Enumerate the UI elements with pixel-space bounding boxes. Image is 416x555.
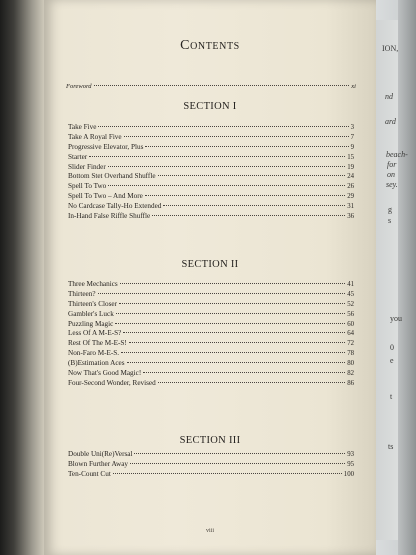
- back-page-fragment: e: [390, 356, 394, 365]
- toc-entry: [68, 320, 354, 330]
- dot-leader: [89, 156, 345, 157]
- toc-entry-title: Rest Of The M-E-S!: [68, 339, 127, 348]
- toc-entry-title: Blown Further Away: [68, 459, 129, 468]
- toc-entry-title: Thirteen?: [68, 289, 96, 298]
- toc-entry-title: Non-Faro M-E-S.: [68, 349, 120, 358]
- dot-leader: [163, 205, 345, 206]
- dot-leader: [108, 166, 345, 167]
- toc-entry-page: 26: [347, 183, 354, 191]
- dot-leader: [123, 332, 345, 333]
- toc-entry: [68, 369, 354, 379]
- back-page-fragment: nd: [385, 92, 393, 101]
- toc-entry-page: 15: [347, 153, 354, 161]
- toc-entry-title: Puzzling Magic: [68, 319, 114, 328]
- section-heading: SECTION I: [183, 101, 237, 112]
- toc-entry-title: Four-Second Wonder, Revised: [68, 378, 156, 387]
- back-page-fragment: ION,: [382, 44, 399, 53]
- toc-entry-title: (B)Estimation Aces: [68, 359, 125, 368]
- toc-entry: [68, 163, 354, 173]
- toc-entry-title: Take A Royal Five: [68, 132, 122, 141]
- toc-entry-title: Thirteen's Closer: [68, 299, 117, 308]
- back-page-fragment: you: [390, 314, 402, 323]
- dot-leader: [134, 453, 345, 454]
- toc-entry: [68, 379, 354, 389]
- dot-leader: [143, 372, 345, 373]
- toc-entry-page: 93: [347, 451, 354, 458]
- toc-entry-page: 78: [347, 350, 354, 358]
- back-page-fragment: t: [390, 392, 393, 401]
- toc-entry-page: 9: [350, 143, 354, 151]
- dot-leader: [129, 342, 345, 343]
- toc-entry: [68, 300, 354, 310]
- toc-entry-title: Ten-Count Cut: [68, 469, 111, 478]
- back-page-fragment: for: [387, 160, 397, 169]
- dot-leader: [130, 463, 345, 464]
- toc-entry-page: 56: [347, 310, 354, 318]
- toc-entry-page: 36: [347, 213, 354, 221]
- toc-entry-title: Spell To Two: [68, 182, 107, 191]
- toc-entry-page: 80: [347, 360, 354, 368]
- toc-list-section-2: [68, 280, 354, 389]
- toc-entry: [68, 123, 354, 133]
- dot-leader: [121, 352, 345, 353]
- book-right-edge: [398, 0, 416, 555]
- toc-entry: [68, 133, 354, 143]
- page-number: viii: [205, 528, 214, 534]
- section-heading: SECTION II: [181, 259, 239, 270]
- dot-leader: [115, 323, 345, 324]
- toc-entry-title: Three Mechanics: [68, 280, 118, 288]
- toc-entry-page: 60: [347, 320, 354, 328]
- dot-leader: [158, 382, 346, 383]
- toc-entry-page: 86: [347, 379, 354, 387]
- dot-leader: [145, 195, 345, 196]
- toc-entry-page: 72: [347, 340, 354, 348]
- toc-entry-page: 19: [347, 163, 354, 171]
- toc-entry-page: 95: [347, 460, 354, 468]
- toc-entry: [68, 212, 354, 222]
- toc-entry: [68, 359, 354, 369]
- section-heading: SECTION III: [179, 435, 241, 446]
- toc-entry-title: Bottom Stet Overhand Shuffle: [68, 172, 156, 181]
- dot-leader: [124, 136, 349, 137]
- toc-entry-page: 24: [347, 173, 354, 181]
- dot-leader: [127, 362, 346, 363]
- toc-entry-title: Spell To Two – And More: [68, 192, 143, 201]
- back-page-fragment: g: [388, 205, 392, 214]
- back-page-fragment: 0: [390, 343, 394, 352]
- toc-entry-title: Progressive Elevator, Plus: [68, 142, 144, 151]
- toc-foreword-row: [66, 83, 356, 90]
- toc-entry-title: In-Hand False Riffle Shuffle: [68, 212, 151, 221]
- toc-entry-page: 100: [343, 470, 354, 478]
- page-title: Contents: [180, 38, 240, 53]
- dot-leader: [158, 175, 346, 176]
- toc-entry: [68, 280, 354, 290]
- dot-leader: [119, 303, 345, 304]
- dot-leader: [116, 313, 345, 314]
- contents-page: [44, 0, 376, 555]
- dot-leader: [113, 473, 342, 474]
- back-page-fragment: ard: [385, 117, 396, 126]
- toc-entry-title: Double Uni(Re)Versal: [68, 450, 133, 458]
- toc-entry-title: Take Five: [68, 123, 97, 131]
- toc-entry-page: 45: [347, 290, 354, 298]
- toc-entry-page: 64: [347, 330, 354, 338]
- foreword-page: xi: [351, 83, 356, 90]
- toc-entry: [68, 310, 354, 320]
- dot-leader: [98, 293, 346, 294]
- toc-entry-page: 29: [347, 193, 354, 201]
- dot-leader: [94, 85, 350, 86]
- foreword-label: Foreword: [66, 83, 92, 90]
- back-page-fragment: on: [387, 170, 395, 179]
- toc-entry: [68, 143, 354, 153]
- dot-leader: [108, 185, 345, 186]
- toc-entry: [68, 172, 354, 182]
- toc-entry: [68, 153, 354, 163]
- toc-entry: [68, 192, 354, 202]
- back-page-fragment: beach-: [386, 150, 408, 159]
- toc-entry: [68, 460, 354, 470]
- toc-entry-title: Now That's Good Magic!: [68, 369, 142, 378]
- toc-entry: [68, 290, 354, 300]
- toc-entry: [68, 470, 354, 480]
- toc-entry-title: Gambler's Luck: [68, 309, 114, 318]
- toc-list-section-1: [68, 123, 354, 222]
- dot-leader: [98, 126, 348, 127]
- toc-entry-title: Slider Finder: [68, 162, 106, 171]
- toc-entry: [68, 349, 354, 359]
- dot-leader: [145, 146, 348, 147]
- back-page-fragment: sey.: [386, 180, 398, 189]
- toc-entry: [68, 182, 354, 192]
- dot-leader: [152, 215, 345, 216]
- book-left-edge: [0, 0, 46, 555]
- toc-entry: [68, 329, 354, 339]
- toc-entry-page: 82: [347, 370, 354, 378]
- toc-entry-page: 41: [347, 281, 354, 288]
- toc-entry-page: 7: [350, 133, 354, 141]
- back-page-fragment: ts: [388, 442, 394, 451]
- toc-entry: [68, 339, 354, 349]
- toc-entry: [68, 202, 354, 212]
- toc-entry-title: Less Of A M-E-S?: [68, 329, 122, 338]
- dot-leader: [120, 283, 346, 284]
- toc-entry-title: Starter: [68, 152, 88, 161]
- toc-entry: [68, 450, 354, 460]
- toc-entry-title: No Cardcase Tally-Ho Extended: [68, 202, 162, 211]
- back-page-fragment: s: [388, 216, 392, 225]
- toc-entry-page: 52: [347, 300, 354, 308]
- toc-entry-page: 3: [350, 124, 354, 131]
- toc-list-section-3: [68, 450, 354, 480]
- toc-entry-page: 31: [347, 203, 354, 211]
